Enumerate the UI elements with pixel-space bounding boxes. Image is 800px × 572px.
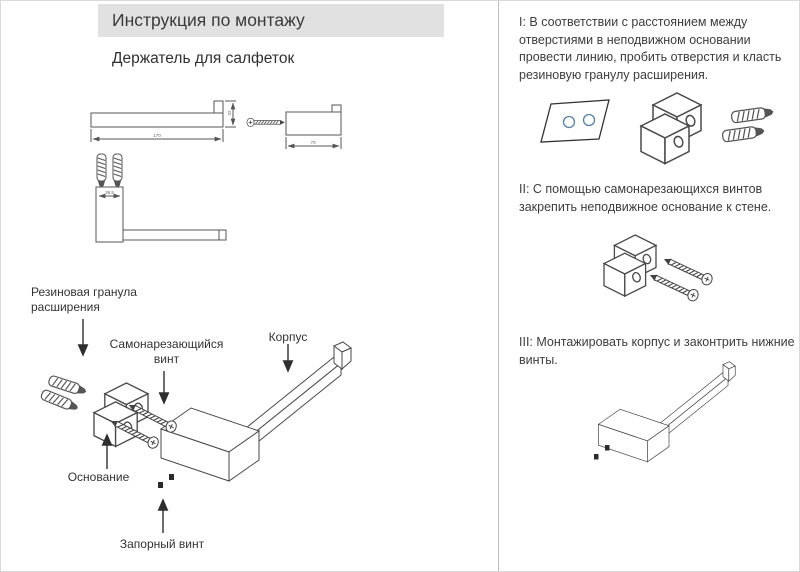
label-self-tapping-screw: Самонарезающийся винт	[109, 337, 224, 366]
screw-drawings	[648, 254, 714, 302]
drill-hole	[564, 117, 575, 128]
side-view-drawing	[91, 101, 236, 142]
locking-screw-drawings	[158, 474, 174, 488]
column-divider	[498, 1, 499, 572]
product-subtitle: Держатель для салфеток	[112, 50, 295, 67]
drill-hole	[584, 115, 595, 126]
step-2-illustration	[601, 233, 761, 328]
label-body: Корпус	[268, 330, 308, 344]
step-1-text: I: В соответствии с расстоянием между отверстиями в неподвижном основании провести линию, пробить отверстия и класть резиновую гранулу расширения.	[519, 15, 782, 82]
rubber-plug-drawings	[722, 106, 773, 142]
end-view-drawing	[247, 105, 341, 149]
svg-text:32: 32	[227, 110, 232, 116]
holder-body-drawing	[598, 362, 735, 462]
step-2-text: II: С помощью самонарезающихся винтов закрепить неподвижное основание к стене.	[519, 182, 772, 214]
svg-text:38.5: 38.5	[105, 190, 114, 195]
svg-text:170: 170	[153, 133, 161, 138]
step-3-illustration	[581, 353, 796, 478]
title-bar	[98, 4, 444, 37]
step-3-text: III: Монтажировать корпус и законтрить нижние винты.	[519, 335, 795, 367]
wall-plate-drawing	[541, 100, 609, 142]
page-title: Инструкция по монтажу	[112, 10, 305, 30]
base-block-drawing	[641, 93, 701, 164]
step-1-illustration	[526, 89, 786, 174]
tech-drawing	[86, 96, 466, 271]
locking-screw-drawings	[594, 445, 610, 460]
mount-view-drawing	[96, 154, 226, 242]
base-block-drawing	[604, 235, 656, 296]
label-rubber-plug: Резиновая гранула расширения	[31, 285, 137, 314]
label-base: Основание	[67, 470, 130, 484]
svg-text:70: 70	[310, 140, 316, 145]
rubber-plug-drawings	[40, 375, 87, 413]
label-locking-screw: Запорный винт	[119, 537, 205, 551]
